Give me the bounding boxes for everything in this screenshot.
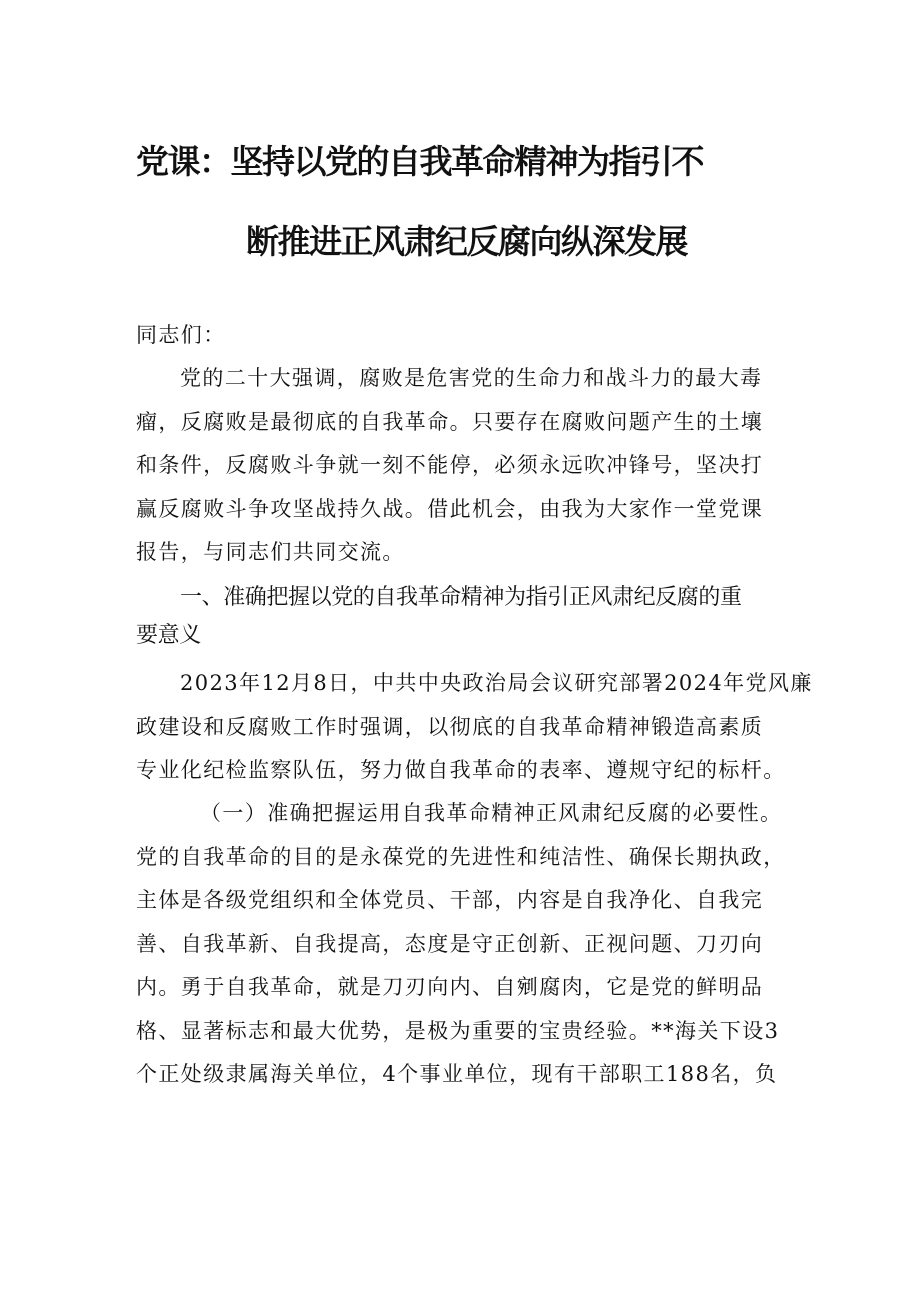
paragraph-line: 赢反腐败斗争攻坚战持久战。借此机会，由我为大家作一堂党课 (136, 496, 764, 521)
document-title-line-2: 断推进正风肃纪反腐向纵深发展 (246, 222, 687, 261)
paragraph-line: 瘤，反腐败是最彻底的自我革命。只要存在腐败问题产生的土壤 (136, 409, 764, 434)
salutation: 同志们： (136, 323, 226, 347)
paragraph-line: 党的二十大强调，腐败是危害党的生命力和战斗力的最大毒 (180, 366, 763, 390)
paragraph-line: 和条件，反腐败斗争就一刻不能停，必须永远吹冲锋号，坚决打 (136, 453, 764, 477)
paragraph-line: 格、显著标志和最大优势，是极为重要的宝贵经验。**海关下设3 (136, 1018, 780, 1043)
paragraph-line: 2023年12月8日，中共中央政治局会议研究部署2024年党风廉 (180, 671, 813, 695)
paragraph-line: 个正处级隶属海关单位，4个事业单位，现有干部职工188名，负 (136, 1062, 778, 1086)
section-heading-1 (136, 579, 816, 655)
salutation-block (136, 314, 796, 358)
paragraph-line: 善、自我革新、自我提高，态度是守正创新、正视问题、刀刃向 (136, 931, 764, 956)
paragraph-line: （一）准确把握运用自我革命精神正风肃纪反腐的必要性。 (200, 801, 783, 825)
paragraph-line: 报告，与同志们共同交流。 (136, 540, 405, 564)
heading-line: 要意义 (136, 623, 201, 648)
paragraph-line: 主体是各级党组织和全体党员、干部，内容是自我净化、自我完 (136, 888, 764, 912)
paragraph-2 (136, 662, 813, 793)
paragraph-line: 专业化纪检监察队伍，努力做自我革命的表率、遵规守纪的标杆。 (136, 758, 786, 782)
document-title-line-1: 党课：坚持以党的自我革命精神为指引不 (136, 142, 703, 181)
paragraph-1 (136, 357, 796, 575)
paragraph-line: 党的自我革命的目的是永葆党的先进性和纯洁性、确保长期执政， (136, 844, 786, 869)
paragraph-line: 政建设和反腐败工作时强调，以彻底的自我革命精神锻造高素质 (136, 714, 764, 739)
heading-line: 一、准确把握以党的自我革命精神为指引正风肃纪反腐的重 (180, 585, 742, 610)
paragraph-3 (136, 792, 796, 1097)
paragraph-line: 内。勇于自我革命，就是刀刃向内、自剜腐肉，它是党的鲜明品 (136, 975, 764, 999)
